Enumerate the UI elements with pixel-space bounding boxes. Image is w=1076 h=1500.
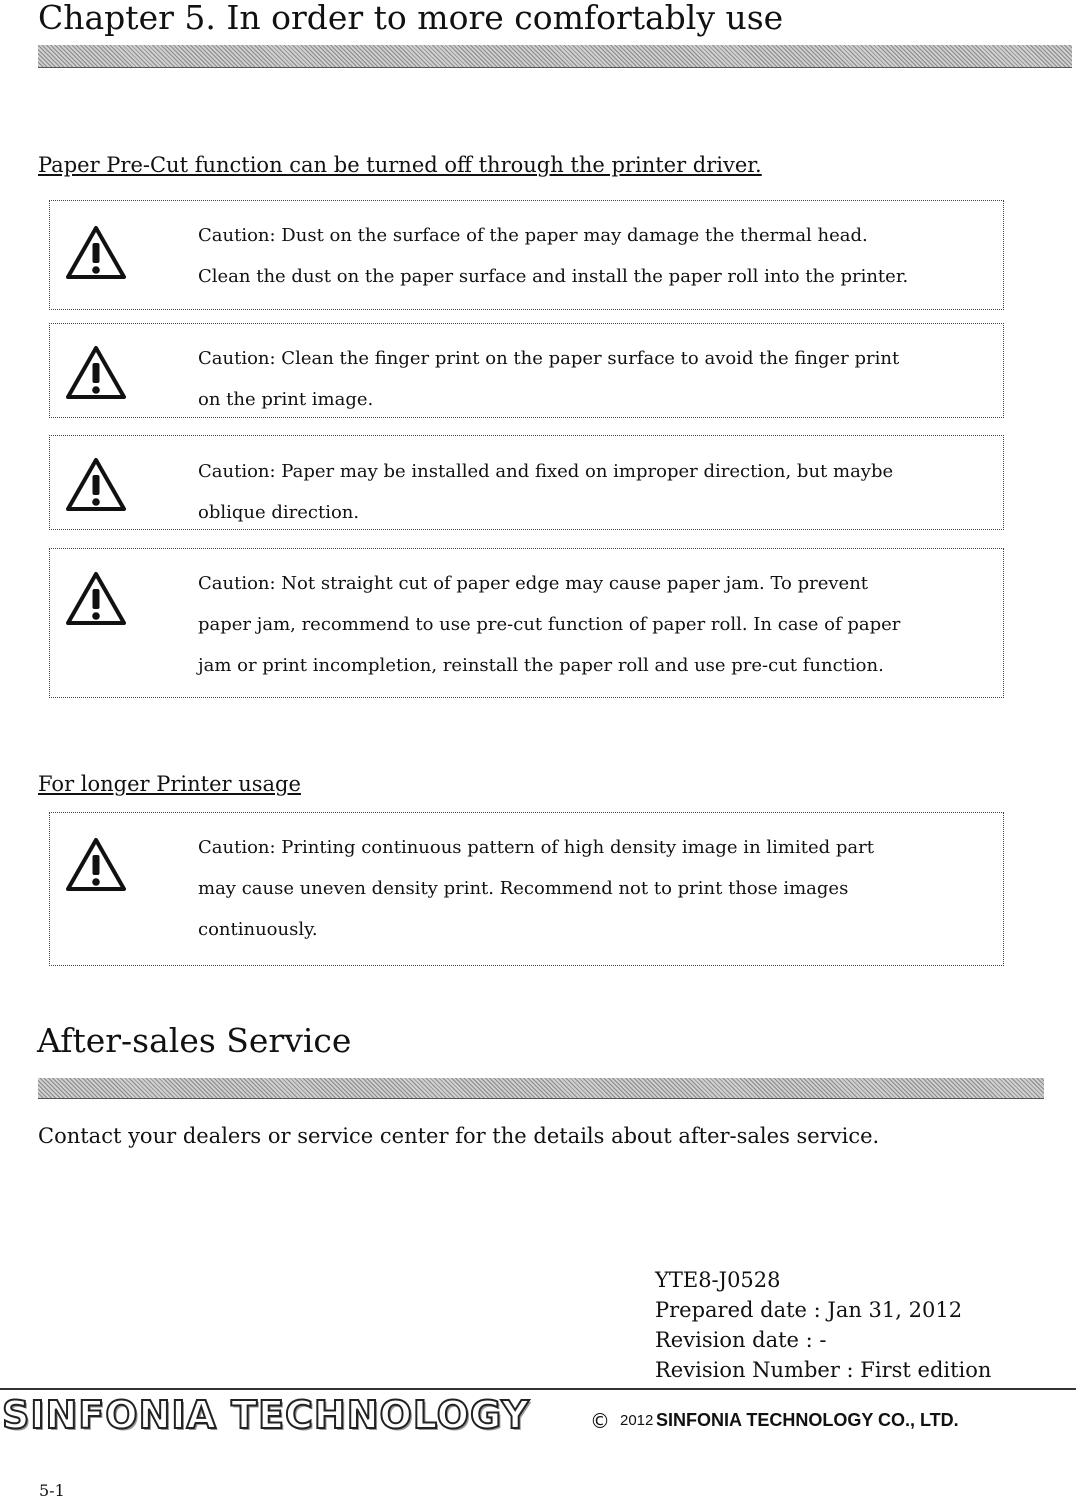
after-sales-title-rule <box>38 1078 1044 1099</box>
caution-line: Caution: Paper may be installed and fixed on improper direction, but maybe <box>198 461 894 482</box>
warning-triangle-icon <box>65 571 127 627</box>
caution-line: may cause uneven density print. Recommend not to print those images <box>198 878 849 899</box>
caution-text <box>198 563 983 686</box>
chapter-title-rule <box>38 45 1072 68</box>
copyright-symbol: © <box>590 1409 610 1433</box>
after-sales-title: After-sales Service <box>37 1021 352 1060</box>
caution-box <box>49 200 1004 310</box>
chapter-title: Chapter 5. In order to more comfortably use <box>38 0 784 37</box>
caution-line: paper jam, recommend to use pre-cut function of paper roll. In case of paper <box>198 614 901 635</box>
caution-box <box>49 812 1004 966</box>
caution-line: on the print image. <box>198 389 374 410</box>
caution-line: Caution: Clean the finger print on the paper surface to avoid the finger print <box>198 348 900 369</box>
warning-triangle-icon <box>65 837 127 893</box>
caution-box <box>49 323 1004 418</box>
revision-number: Revision Number : First edition <box>655 1358 992 1382</box>
document-id: YTE8-J0528 <box>655 1268 781 1292</box>
caution-box <box>49 548 1004 698</box>
caution-text <box>198 827 983 950</box>
section-heading-printer-usage: For longer Printer usage <box>38 772 301 796</box>
after-sales-text: Contact your dealers or service center for the details about after-sales service. <box>38 1124 880 1148</box>
revision-date: Revision date : - <box>655 1328 827 1352</box>
caution-text <box>198 451 983 533</box>
section-heading-pre-cut: Paper Pre-Cut function can be turned off through the printer driver. <box>38 153 762 177</box>
company-name: SINFONIA TECHNOLOGY CO., LTD. <box>656 1410 959 1430</box>
warning-triangle-icon <box>65 225 127 281</box>
caution-text <box>198 338 983 420</box>
caution-line: jam or print incompletion, reinstall the paper roll and use pre-cut function. <box>198 655 884 676</box>
warning-triangle-icon <box>65 345 127 401</box>
caution-line: Clean the dust on the paper surface and install the paper roll into the printer. <box>198 266 909 287</box>
caution-line: Caution: Not straight cut of paper edge may cause paper jam. To prevent <box>198 573 869 594</box>
caution-box <box>49 435 1004 530</box>
caution-line: oblique direction. <box>198 502 360 523</box>
copyright-year: 2012 <box>620 1412 654 1429</box>
footer-rule <box>0 1388 1076 1390</box>
caution-line: continuously. <box>198 919 318 940</box>
caution-line: Caution: Printing continuous pattern of high density image in limited part <box>198 837 874 858</box>
warning-triangle-icon <box>65 457 127 513</box>
caution-line: Caution: Dust on the surface of the paper may damage the thermal head. <box>198 225 868 246</box>
caution-text <box>198 215 983 297</box>
document-info <box>655 1265 991 1385</box>
prepared-date: Prepared date : Jan 31, 2012 <box>655 1298 963 1322</box>
company-logo: SINFONIA TECHNOLOGY <box>2 1393 530 1437</box>
page-number: 5-1 <box>39 1481 65 1500</box>
